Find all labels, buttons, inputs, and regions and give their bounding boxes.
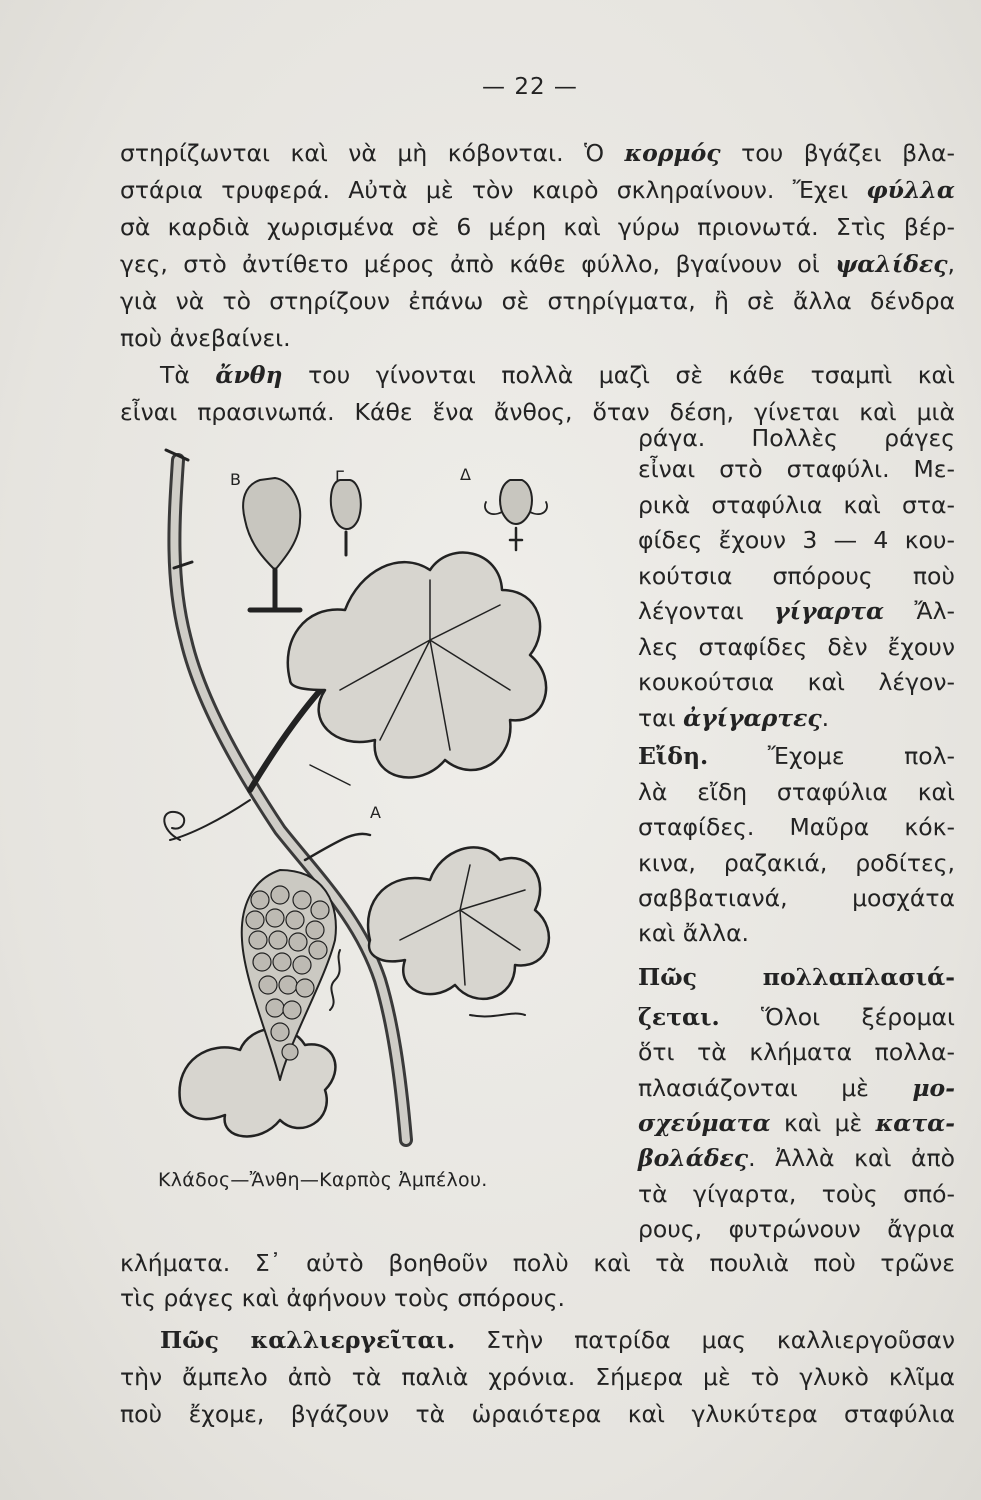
column-text-line: λέγονται γίγαρτα Ἄλ- <box>638 597 955 625</box>
text-line: Πῶς καλλιεργεῖται. Στὴν πατρίδα μας καλλιεργοῦσαν <box>160 1326 955 1354</box>
figure-label-b: Β <box>230 470 241 489</box>
column-text-line: ὅτι τὰ κλήματα πολλα- <box>638 1038 955 1066</box>
text-line: εἶναι πρασινωπά. Κάθε ἕνα ἄνθος, ὅταν δέση, γίνεται καὶ μιὰ <box>120 398 955 426</box>
column-text-line: σταφίδες. Μαῦρα κόκ- <box>638 813 955 841</box>
column-text-line: σχεύματα καὶ μὲ κατα- <box>638 1109 955 1137</box>
text-line: ποὺ ἀνεβαίνει. <box>120 324 291 352</box>
column-text-line: ζεται. Ὅλοι ξέρομαι <box>638 1003 955 1031</box>
column-text-line: ται ἀγίγαρτες. <box>638 704 830 732</box>
text-line: στάρια τρυφερά. Αὐτὰ μὲ τὸν καιρὸ σκληραίνουν. Ἔχει φύλλα <box>120 176 955 204</box>
grapevine-illustration <box>130 440 620 1160</box>
column-text-line: ρους, φυτρώνουν ἄγρια <box>638 1215 955 1243</box>
column-text-line: λες σταφίδες δὲν ἔχουν <box>638 633 955 661</box>
column-text-line: Πῶς πολλαπλασιά- <box>638 963 955 991</box>
column-text-line: Εἴδη. Ἔχομε πολ- <box>638 742 955 770</box>
column-text-line: λὰ εἴδη σταφύλια καὶ <box>638 778 955 806</box>
column-text-line: τὰ γίγαρτα, τοὺς σπό- <box>638 1180 955 1208</box>
text-line: γιὰ νὰ τὸ στηρίζουν ἐπάνω σὲ στηρίγματα, ἢ σὲ ἄλλα δένδρα <box>120 287 955 315</box>
figure-label-d: Δ <box>460 465 471 484</box>
text-line: Τὰ ἄνθη του γίνονται πολλὰ μαζὶ σὲ κάθε τσαμπὶ καὶ <box>160 361 955 389</box>
column-text-line: εἶναι στὸ σταφύλι. Με- <box>638 455 955 483</box>
column-text-line: πλασιάζονται μὲ μο- <box>638 1074 955 1102</box>
text-line: στηρίζωνται καὶ νὰ μὴ κόβονται. Ὁ κορμός του βγάζει βλα- <box>120 139 955 167</box>
page-number: — 22 — <box>482 74 578 100</box>
column-text-line: ράγα. Πολλὲς ράγες <box>638 424 955 452</box>
column-text-line: βολάδες. Ἀλλὰ καὶ ἀπὸ <box>638 1144 955 1172</box>
column-text-line: σαββατιανά, μοσχάτα <box>638 884 955 912</box>
figure-label-g: Γ <box>335 467 344 486</box>
column-text-line: κινα, ραζακιά, ροδίτες, <box>638 849 955 877</box>
text-line: γες, στὸ ἀντίθετο μέρος ἀπὸ κάθε φύλλο, βγαίνουν οἱ ψαλίδες, <box>120 250 955 278</box>
text-line: σὰ καρδιὰ χωρισμένα σὲ 6 μέρη καὶ γύρω πριονωτά. Στὶς βέρ- <box>120 213 955 241</box>
column-text-line: κουκούτσια καὶ λέγον- <box>638 668 955 696</box>
figure-label-a: Α <box>370 803 381 822</box>
text-line: κλήματα. Σ᾿ αὐτὸ βοηθοῦν πολὺ καὶ τὰ πουλιὰ ποὺ τρῶνε <box>120 1249 955 1277</box>
text-line: τὴν ἄμπελο ἀπὸ τὰ παλιὰ χρόνια. Σήμερα μὲ τὸ γλυκὸ κλῖμα <box>120 1363 955 1391</box>
column-text-line: ρικὰ σταφύλια καὶ στα- <box>638 491 955 519</box>
column-text-line: καὶ ἄλλα. <box>638 919 750 947</box>
text-line: τὶς ράγες καὶ ἀφήνουν τοὺς σπόρους. <box>120 1284 565 1312</box>
column-text-line: φίδες ἔχουν 3 — 4 κου- <box>638 526 955 554</box>
column-text-line: κούτσια σπόρους ποὺ <box>638 562 955 590</box>
text-line: ποὺ ἔχομε, βγάζουν τὰ ὡραιότερα καὶ γλυκύτερα σταφύλια <box>120 1400 955 1428</box>
figure-caption: Κλάδος—Ἄνθη—Καρπὸς Ἀμπέλου. <box>158 1169 488 1191</box>
